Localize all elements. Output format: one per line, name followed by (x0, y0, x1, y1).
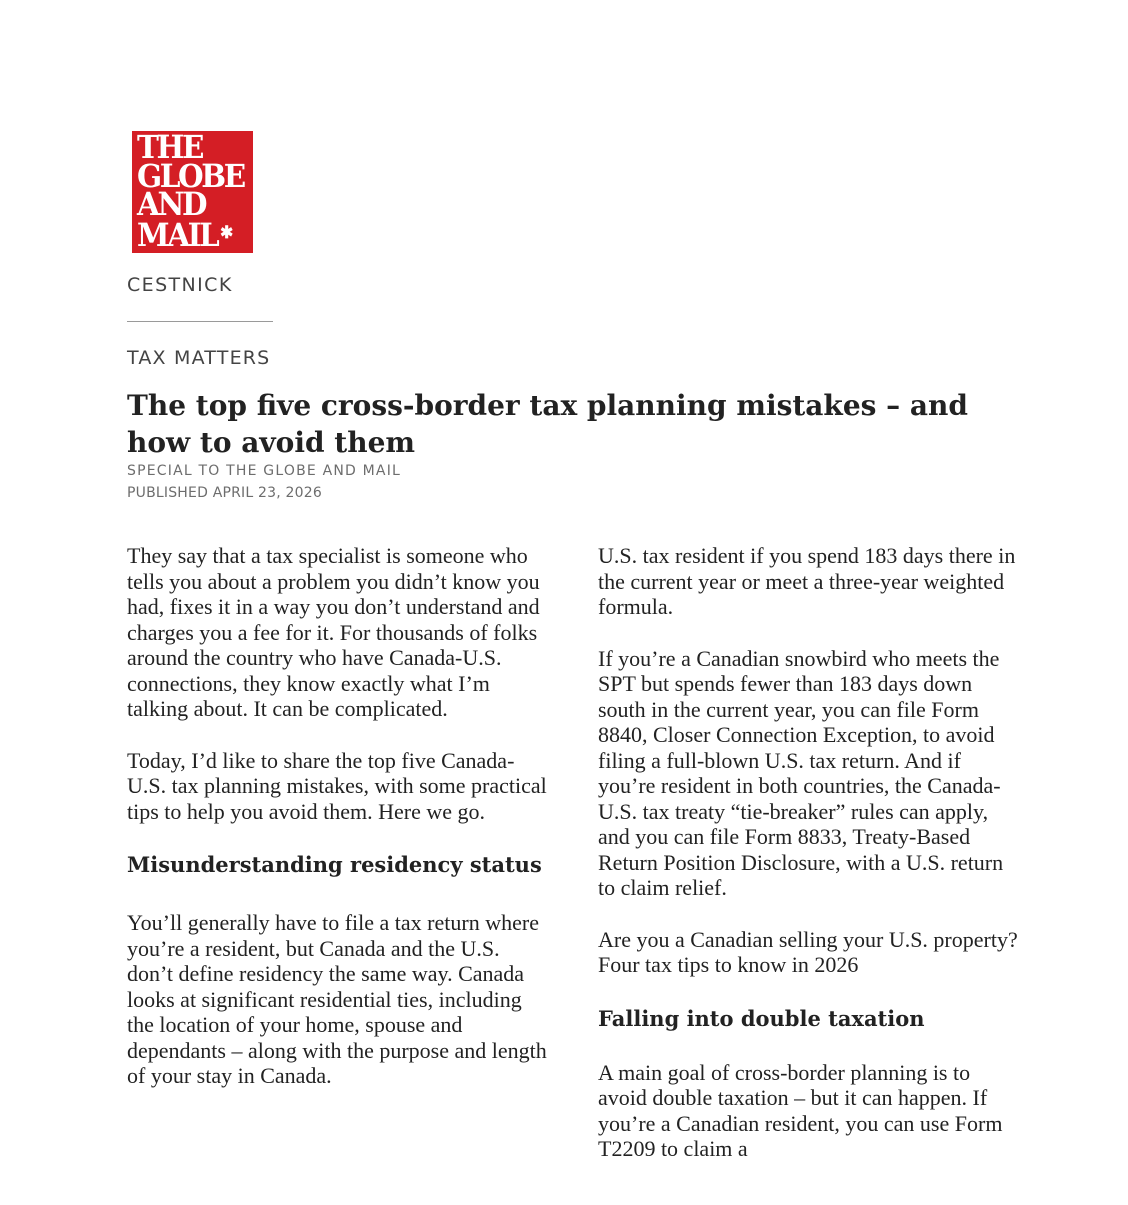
column-name[interactable]: CESTNICK (127, 274, 233, 296)
byline: SPECIAL TO THE GLOBE AND MAIL (127, 463, 402, 479)
logo-line-3: AND (137, 185, 206, 223)
logo-line-4-text: MAIL (137, 215, 218, 253)
paragraph: A main goal of cross-border planning is to avoid double taxation – but it can happen. If you’re a Canadian resident, you can use Form T2209 to claim a (598, 1059, 1003, 1161)
paragraph: U.S. tax resident if you spend 183 days there in the current year or meet a three-year weighted formula. (598, 543, 1016, 619)
globe-and-mail-logo[interactable] (132, 131, 253, 253)
logo-line-2: GLOBE (137, 156, 244, 195)
article-headline: The top five cross-border tax planning mistakes – and how to avoid them (127, 389, 968, 459)
article-column-right (598, 543, 1018, 1188)
published-date: PUBLISHED APRIL 23, 2026 (127, 485, 322, 501)
paragraph: You’ll generally have to file a tax return where you’re a resident, but Canada and the U.S. don’t define residency the same way. Canada looks at significant residential ties, including the location of your home, spouse and dependants – along with the purpose and length of your stay in Canada. (127, 910, 547, 1088)
paragraph: Today, I’d like to share the top five Canada-U.S. tax planning mistakes, with some practical tips to help you avoid them. Here we go. (127, 747, 547, 824)
logo-line-1: THE (137, 131, 202, 166)
subheading: Misunderstanding residency status (127, 852, 542, 877)
paragraph: They say that a tax specialist is someone who tells you about a problem you didn’t know you had, fixes it in a way you don’t understand and charges you a fee for it. For thousands of folks around the country who have Canada-U.S. connections, they know exactly what I’m talking about. It can be complicated. (127, 543, 540, 721)
maple-leaf-icon: ✱ (220, 222, 234, 243)
logo-line-4 (137, 215, 240, 253)
subheading: Falling into double taxation (598, 1005, 925, 1031)
article-column-left (127, 543, 547, 1115)
divider (127, 321, 273, 322)
section-label[interactable]: TAX MATTERS (127, 347, 271, 369)
paragraph: If you’re a Canadian snowbird who meets the SPT but spends fewer than 183 days down south in the current year, you can file Form 8840, Closer Connection Exception, to avoid filing a full-blown U.S. tax return. And if you’re resident in both countries, the Canada-U.S. tax treaty “tie-breaker” rules can apply, and you can file Form 8833, Treaty-Based Return Position Disclosure, with a U.S. return to claim relief. (598, 645, 1004, 900)
related-article-link[interactable]: Are you a Canadian selling your U.S. property? Four tax tips to know in 2026 (598, 926, 1018, 977)
